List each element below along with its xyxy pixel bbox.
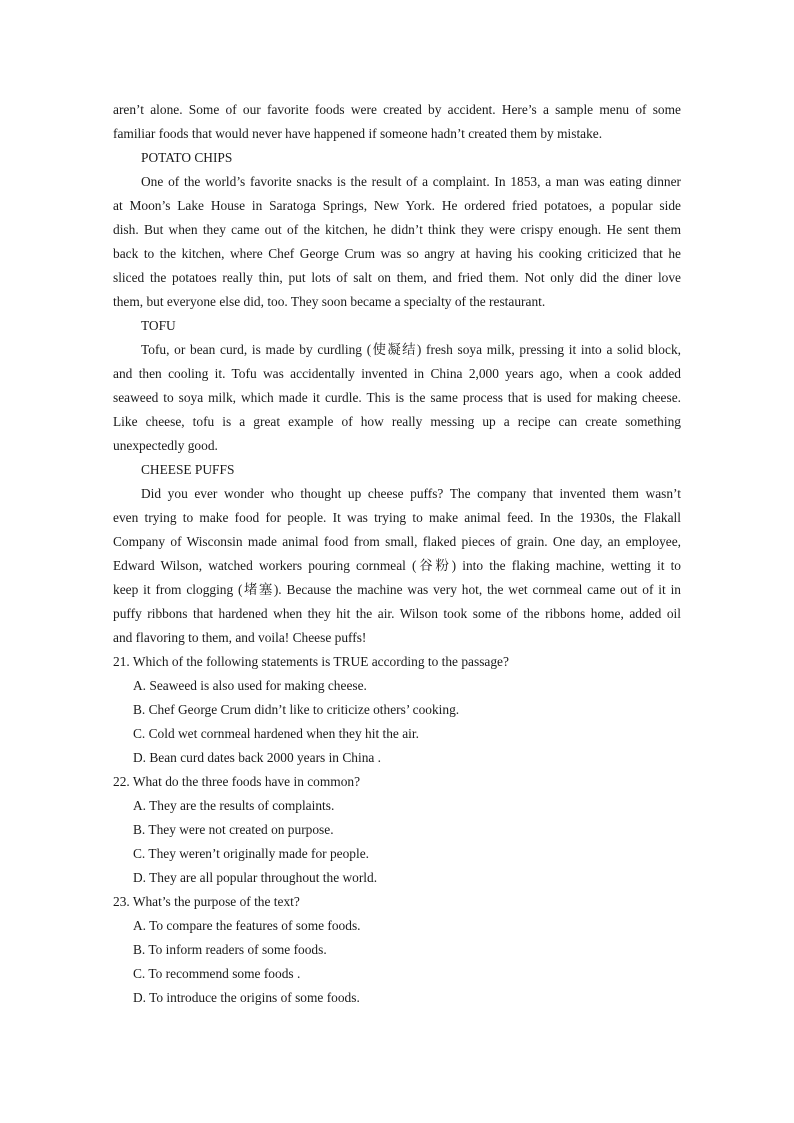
text-line: keep it from clogging (堵塞). Because the machine was very hot, the wet cornmeal came out of it in [113, 582, 681, 597]
text-line: familiar foods that would never have happened if someone hadn’t created them by mistake. [113, 126, 603, 141]
section-heading: TOFU [141, 318, 176, 333]
question-stem: 21. Which of the following statements is TRUE according to the passage? [113, 654, 509, 669]
answer-option: A. To compare the features of some foods. [133, 918, 361, 933]
text-line: seaweed to soya milk, which made it curdle. This is the same process that is used for making cheese. [113, 390, 681, 405]
section-potato-chips [113, 146, 681, 314]
text-line: unexpectedly good. [113, 438, 218, 453]
answer-option: A. Seaweed is also used for making cheese. [133, 678, 367, 693]
answer-option: D. They are all popular throughout the world. [133, 870, 378, 885]
question-22 [113, 770, 681, 890]
question-stem: 23. What’s the purpose of the text? [113, 894, 300, 909]
answer-option: C. They weren’t originally made for people. [133, 846, 370, 861]
text-line: puffy ribbons that hardened when they hit the air. Wilson took some of the ribbons home, added oil [113, 606, 681, 621]
text-line: aren’t alone. Some of our favorite foods were created by accident. Here’s a sample menu of some [113, 102, 681, 117]
text-line: sliced the potatoes really thin, put lots of salt on them, and fried them. Not only did the diner love [113, 270, 681, 285]
text-line: Tofu, or bean curd, is made by curdling (使凝结) fresh soya milk, pressing it into a solid block, [141, 342, 681, 357]
answer-option: B. Chef George Crum didn’t like to criticize others’ cooking. [133, 702, 460, 717]
text-line: them, but everyone else did, too. They soon became a specialty of the restaurant. [113, 294, 546, 309]
question-stem: 22. What do the three foods have in common? [113, 774, 361, 789]
document-page [113, 98, 681, 1010]
text-line: Like cheese, tofu is a great example of how really messing up a recipe can create something [113, 414, 681, 429]
question-21 [113, 650, 681, 770]
question-23 [113, 890, 681, 1010]
text-line: dish. But when they came out of the kitchen, he didn’t think they were crispy enough. He sent them [113, 222, 681, 237]
text-line: One of the world’s favorite snacks is the result of a complaint. In 1853, a man was eating dinner [141, 174, 681, 189]
section-heading: CHEESE PUFFS [141, 462, 235, 477]
section-heading: POTATO CHIPS [141, 150, 233, 165]
answer-option: C. To recommend some foods . [133, 966, 301, 981]
answer-option: B. To inform readers of some foods. [133, 942, 327, 957]
intro-paragraph [113, 98, 681, 146]
answer-option: D. To introduce the origins of some foods. [133, 990, 360, 1005]
section-cheese-puffs [113, 458, 681, 650]
section-tofu [113, 314, 681, 458]
answer-option: C. Cold wet cornmeal hardened when they hit the air. [133, 726, 419, 741]
answer-option: D. Bean curd dates back 2000 years in China . [133, 750, 382, 765]
text-line: and flavoring to them, and voila! Cheese puffs! [113, 630, 367, 645]
text-line: Did you ever wonder who thought up cheese puffs? The company that invented them wasn’t [141, 486, 681, 501]
text-line: Edward Wilson, watched workers pouring cornmeal (谷粉) into the flaking machine, wetting it to [113, 558, 681, 573]
text-line: even trying to make food for people. It was trying to make animal feed. In the 1930s, the Flakall [113, 510, 681, 525]
answer-option: B. They were not created on purpose. [133, 822, 334, 837]
text-line: at Moon’s Lake House in Saratoga Springs, New York. He ordered fried potatoes, a popular side [113, 198, 681, 213]
text-line: Company of Wisconsin made animal food from small, flaked pieces of grain. One day, an employee, [113, 534, 681, 549]
answer-option: A. They are the results of complaints. [133, 798, 335, 813]
text-line: back to the kitchen, where Chef George Crum was so angry at having his cooking criticized that he [113, 246, 681, 261]
text-line: and then cooling it. Tofu was accidentally invented in China 2,000 years ago, when a cook added [113, 366, 681, 381]
